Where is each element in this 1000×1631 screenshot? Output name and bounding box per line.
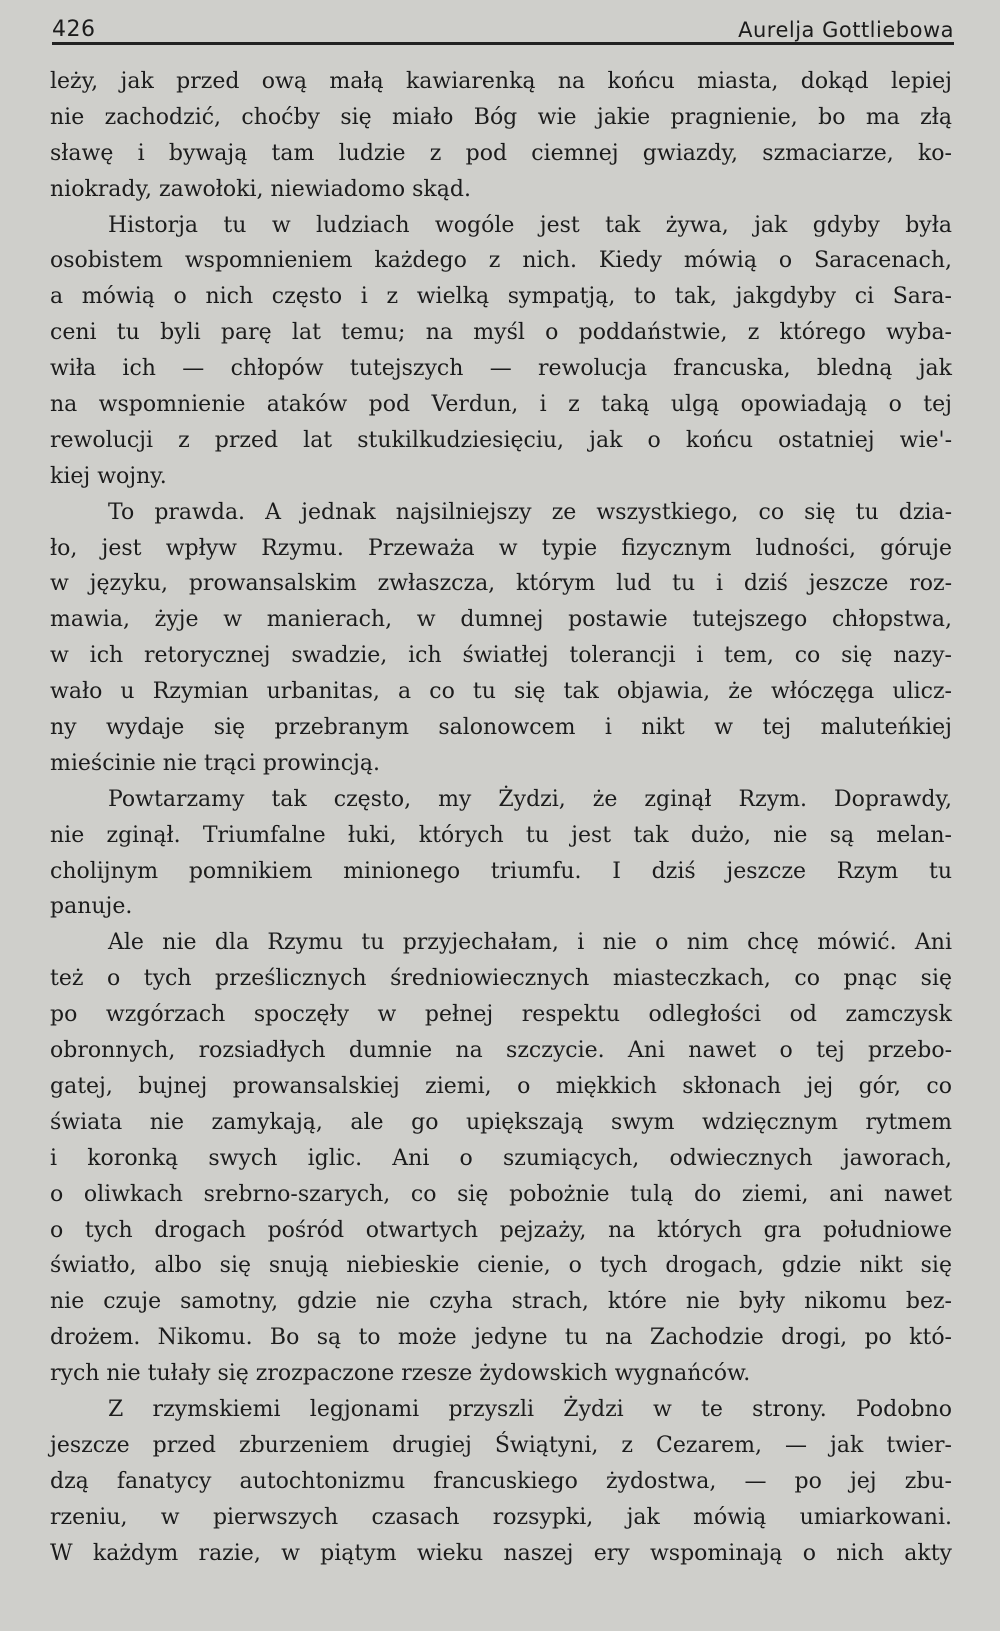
text-line: panuje. [50, 894, 133, 920]
text-line: cholijnym pomnikiem minionego triumfu. I dziś jeszcze Rzym tu [50, 858, 952, 884]
text-line: mieścinie nie trąci prowincją. [50, 750, 380, 776]
paragraph [50, 1392, 952, 1571]
text-line: światło, albo się snują niebieskie cienie, o tych drogach, gdzie nikt się [50, 1253, 952, 1279]
text-line: kiej wojny. [50, 463, 167, 489]
text-line: obronnych, rozsiadłych dumnie na szczycie. Ani nawet o tej przebo- [50, 1038, 952, 1064]
text-line: świata nie zamykają, ale go upiększają swym wdzięcznym rytmem [50, 1109, 952, 1135]
text-line: Z rzymskiemi legjonami przyszli Żydzi w te strony. Podobno [108, 1396, 952, 1422]
text-line: na wspomnienie ataków pod Verdun, i z taką ulgą opowiadają o tej [50, 392, 952, 418]
text-line: Ale nie dla Rzymu tu przyjechałam, i nie o nim chcę mówić. Ani [108, 930, 952, 956]
header-rule [52, 42, 954, 45]
text-line: leży, jak przed ową małą kawiarenką na końcu miasta, dokąd lepiej [50, 69, 952, 94]
text-line: nie czuje samotny, gdzie nie czyha strach, które nie były nikomu bez- [50, 1289, 952, 1315]
text-line: nie zachodzić, choćby się miało Bóg wie jakie pragnienie, bo ma złą [50, 104, 952, 130]
text-line: sławę i bywają tam ludzie z pod ciemnej gwiazdy, szmaciarze, ko- [50, 140, 952, 166]
text-line: o tych drogach pośród otwartych pejzaży, na których gra południowe [50, 1217, 952, 1243]
paragraph [50, 208, 952, 495]
text-line: nie zginął. Triumfalne łuki, których tu jest tak dużo, nie są melan- [50, 822, 952, 848]
text-line: dzą fanatycy autochtonizmu francuskiego żydostwa, — po jej zbu- [50, 1468, 952, 1494]
text-line: wało u Rzymian urbanitas, a co tu się tak objawia, że włóczęga ulicz- [50, 679, 952, 705]
text-line: niokrady, zawołoki, niewiadomo skąd. [50, 176, 471, 202]
text-line: osobistem wspomnieniem każdego z nich. Kiedy mówią o Saracenach, [50, 248, 952, 274]
paragraph [50, 925, 952, 1392]
text-line: wiła ich — chłopów tutejszych — rewolucja francuska, bledną jak [50, 356, 952, 382]
text-line: ny wydaje się przebranym salonowcem i nikt w tej maluteńkiej [50, 715, 952, 741]
text-line: po wzgórzach spoczęły w pełnej respektu odległości od zamczysk [50, 1002, 952, 1028]
text-line: Historja tu w ludziach wogóle jest tak żywa, jak gdyby była [108, 212, 952, 238]
text-line: ło, jest wpływ Rzymu. Przeważa w typie fizycznym ludności, góruje [50, 535, 952, 561]
body-text [50, 64, 952, 1571]
text-line: W każdym razie, w piątym wieku naszej ery wspominają o nich akty [50, 1540, 952, 1566]
paragraph [50, 782, 952, 926]
text-line: Powtarzamy tak często, my Żydzi, że zginął Rzym. Doprawdy, [108, 786, 952, 812]
page-header [52, 8, 954, 42]
text-line: ceni tu byli parę lat temu; na myśl o poddaństwie, z którego wyba- [50, 320, 952, 346]
text-line: To prawda. A jednak najsilniejszy ze wszystkiego, co się tu dzia- [108, 499, 952, 525]
text-line: gatej, bujnej prowansalskiej ziemi, o miękkich skłonach jej gór, co [50, 1073, 952, 1099]
text-line: rzeniu, w pierwszych czasach rozsypki, jak mówią umiarkowani. [50, 1504, 952, 1530]
text-line: mawia, żyje w manierach, w dumnej postawie tutejszego chłopstwa, [50, 607, 952, 633]
text-line: jeszcze przed zburzeniem drugiej Świątyni, z Cezarem, — jak twier- [50, 1432, 952, 1458]
text-line: w języku, prowansalskim zwłaszcza, którym lud tu i dziś jeszcze roz- [50, 571, 952, 597]
text-line: a mówią o nich często i z wielką sympatją, to tak, jakgdyby ci Sara- [50, 284, 952, 310]
text-line: rewolucji z przed lat stukilkudziesięciu, jak o końcu ostatniej wie'- [50, 427, 952, 453]
text-line: i koronką swych iglic. Ani o szumiących, odwiecznych jaworach, [50, 1145, 952, 1171]
text-line: w ich retorycznej swadzie, ich światłej tolerancji i tem, co się nazy- [50, 643, 952, 669]
paragraph [50, 495, 952, 782]
text-line: rych nie tułały się zrozpaczone rzesze żydowskich wygnańców. [50, 1361, 751, 1387]
text-line: drożem. Nikomu. Bo są to może jedyne tu na Zachodzie drogi, po któ- [50, 1325, 952, 1351]
text-line: o oliwkach srebrno-szarych, co się pobożnie tulą do ziemi, ani nawet [50, 1181, 952, 1207]
text-line: też o tych prześlicznych średniowiecznych miasteczkach, co pnąc się [50, 966, 952, 992]
page-number: 426 [52, 17, 96, 42]
running-head: Aurelja Gottliebowa [738, 18, 954, 42]
paragraph [50, 64, 952, 208]
